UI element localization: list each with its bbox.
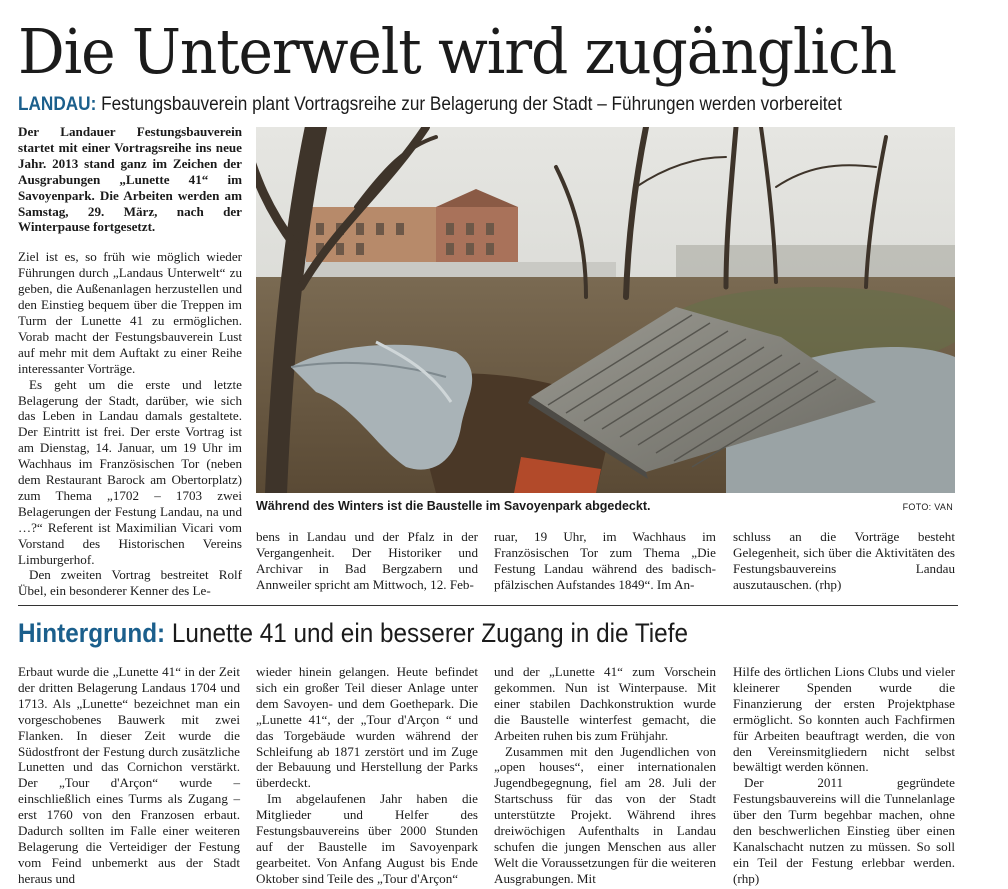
subheadline [18,93,905,117]
background-column-1 [18,664,240,887]
photo-caption-row [256,497,955,515]
headline: Die Unterwelt wird zugänglich [18,15,896,88]
background-box-kicker: Hintergrund: [18,618,166,648]
article-column-3 [494,529,716,593]
background-box-title [18,616,688,650]
body-paragraph: ruar, 19 Uhr, im Wachhaus im Französischen Tor zum Thema „Die Festung Landau während des badisch-pfälzischen Aufstandes 1849“. Im An- [494,529,716,592]
background-column-3 [494,664,716,887]
body-paragraph: Es geht um die erste und letzte Belagerung der Stadt, darüber, wie sich das Leben in Landau damals gestaltete. Der Eintritt ist frei. Der erste Vortrag ist am Dienstag, 14. Januar, um 19 Uhr im Wachhaus im Französischen Tor (neben dem Restaurant Barock am Obertorplatz) zum Thema „1702 – 1703 zwei Belagerungen der Festung Landau, na und …?“ Referent ist Maximilian Vicari vom Vorstand des Historischen Vereins Limburgerhof. [18,376,242,567]
photo-credit: FOTO: VAN [902,502,953,512]
section-divider [18,605,958,606]
body-paragraph: und der „Lunette 41“ zum Vorschein gekommen. Nun ist Winterpause. Mit einer stabilen Dachkonstruktion wurde die Baustelle winterfest gemacht, die Arbeiten ruhen bis zum Frühjahr. [494,664,716,743]
construction-site-photo [256,127,955,493]
body-paragraph: Der 2011 gegründete Festungsbauvereins will die Tunnelanlage über den Turm begehbar machen, ohne den beschwerlichen Einstieg über einen Kanalschacht nutzen zu müssen. So soll ein Teil der Festung erlebbar werden. (rhp) [733,775,955,886]
body-paragraph: Hilfe des örtlichen Lions Clubs und vieler kleinerer Spenden wurde die Finanzierung der ersten Projektphase ermöglicht. So konnten auch Fachfirmen für Arbeiten beauftragt werden, die von den Vereinsmitgliedern nicht selbst bewältigt werden können. [733,664,955,775]
body-paragraph: Ziel ist es, so früh wie möglich wieder Führungen durch „Landaus Unterwelt“ zu geben, die Außenanlagen herzustellen und den Einstieg bequem über die Treppen im Turm der Lunette 41 zu ermöglichen. Vorab macht der Festungsbauverein Lust auf mehr mit dem Auftakt zu einer Reihe interessanter Vorträge. [18,249,242,376]
article-column-4 [733,529,955,593]
body-paragraph: bens in Landau und der Pfalz in der Vergangenheit. Der Historiker und Archivar in Bad Bergzabern und Annweiler spricht am Mittwoch, 12. Feb- [256,529,478,592]
subheadline-kicker: LANDAU: [18,94,97,115]
article-lead [18,124,242,235]
lead-paragraph: Der Landauer Festungsbauverein startet mit einer Vortragsreihe ins neue Jahr. 2013 stand ganz im Zeichen der Ausgrabungen „Lunette 41“ im Savoyenpark. Die Arbeiten werden am Samstag, 29. März, nach der Winterpause fortgesetzt. [18,124,242,235]
background-column-2 [256,664,478,887]
background-box-heading: Lunette 41 und ein besserer Zugang in die Tiefe [171,618,688,648]
body-paragraph: Erbaut wurde die „Lunette 41“ in der Zeit der dritten Belagerung Landaus 1704 und 1713. Als „Lunette“ bezeichnet man ein vorgeschobenes Bauwerk mit zwei Flanken. In dieser Zeit wurde die Südostfront der Festung durch zusätzliche Lunetten und das Cornichon verstärkt. Der „Tour d'Arçon“ wurde – einschließlich eines Turms als Zugang – erst 1760 von den Franzosen erbaut. Dadurch sollten im Falle einer weiteren Belagerung die Verteidiger der Festung vom Feind unbemerkt aus der Stadt heraus und [18,664,240,886]
background-column-4 [733,664,955,887]
body-paragraph: Zusammen mit den Jugendlichen von „open houses“, einer internationalen Jugendbegegnung, fiel am 28. Juli der Startschuss für das von der Stadt unterstützte Projekt. Während ihres dreiwöchigen Aufenthalts in Landau schufen die jungen Menschen aus aller Welt die Voraussetzungen für die weiteren Ausgrabungen. Mit [494,743,716,886]
body-paragraph: Den zweiten Vortrag bestreitet Rolf Übel, ein besonderer Kenner des Le- [18,567,242,599]
article-column-1 [18,124,242,599]
subheadline-text: Festungsbauverein plant Vortragsreihe zur Belagerung der Stadt – Führungen werden vorbereitet [101,94,842,115]
article-column-2 [256,529,478,593]
body-paragraph: wieder hinein gelangen. Heute befindet sich ein großer Teil dieser Anlage unter dem Savoyen- und dem Goethepark. Die „Lunette 41“, der „Tour d'Arçon “ und das Torgebäude wurden während der Schleifung ab 1871 zerstört und im Zuge der Bebauung und Herstellung der Parks überdeckt. [256,664,478,791]
body-paragraph: schluss an die Vorträge besteht Gelegenheit, sich über die Aktivitäten des Festungsbauvereins Landau auszutauschen. (rhp) [733,529,955,592]
body-paragraph: Im abgelaufenen Jahr haben die Mitglieder und Helfer des Festungsbauvereins über 2000 Stunden auf der Baustelle im Savoyenpark gearbeitet. Von Anfang August bis Ende Oktober sind Teile des „Tour d'Arçon“ [256,791,478,886]
photo-caption: Während des Winters ist die Baustelle im Savoyenpark abgedeckt. [256,499,651,513]
